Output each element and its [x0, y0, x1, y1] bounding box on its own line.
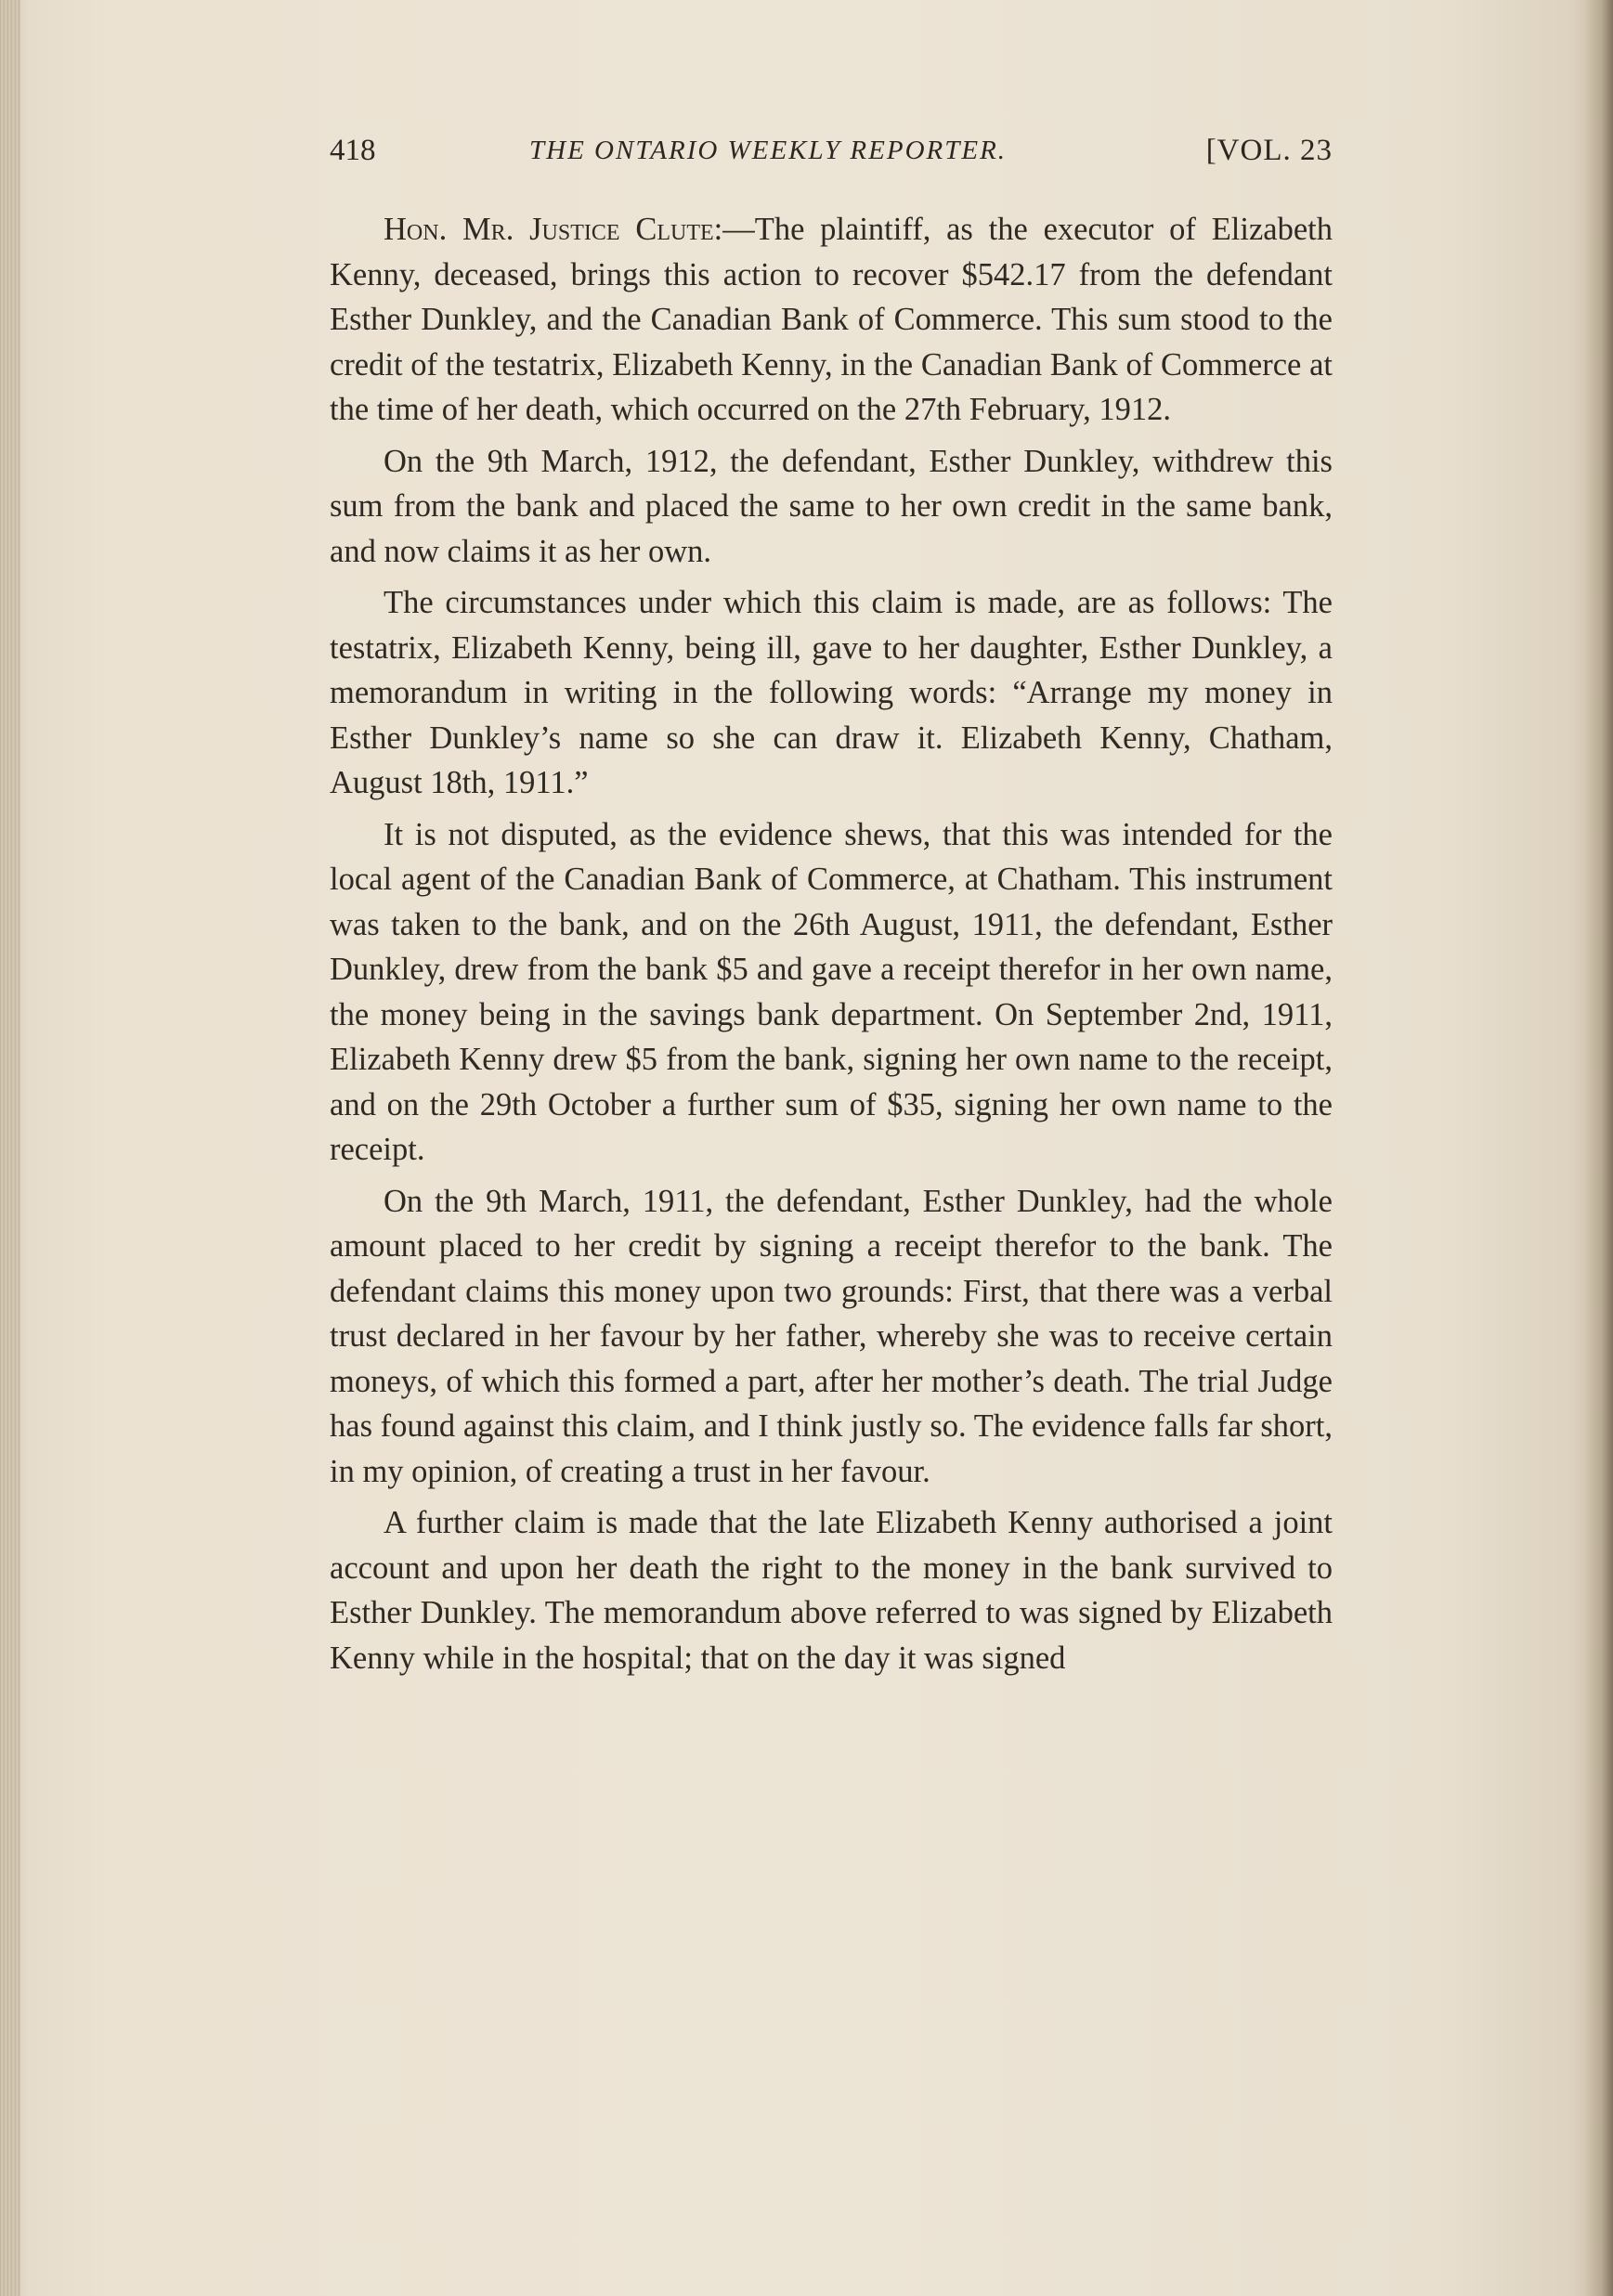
judgment-text — [330, 207, 1333, 1687]
book-binding-edge — [0, 0, 20, 2296]
paragraph-4: It is not disputed, as the evidence shews, that this was intended for the local agent of the Canadian Bank of Commerce, at Chatham. This instrument was taken to the bank, and on the 26th August, 1911, the defendant, Esther Dunkley, drew from the bank $5 and gave a receipt therefor in her own name, the money being in the savings bank department. On September 2nd, 1911, Elizabeth Kenny drew $5 from the bank, signing her own name to the receipt, and on the 29th October a further sum of $35, signing her own name to the receipt. — [330, 816, 1333, 1167]
paragraph-5: On the 9th March, 1911, the defendant, Esther Dunkley, had the whole amount placed to her credit by signing a receipt therefor to the bank. The defendant claims this money upon two grounds: First, that there was a verbal trust declared in her favour by her father, whereby she was to receive certain moneys, of which this formed a part, after her mother’s death. The trial Judge has found against this claim, and I think justly so. The evidence falls far short, in my opinion, of creating a trust in her favour. — [330, 1183, 1333, 1489]
paragraph-1-text: —The plaintiff, as the executor of Elizabeth Kenny, deceased, brings this action to recover $542.17 from the defendant Esther Dunkley, and the Canadian Bank of Commerce. This sum stood to the credit of the testatrix, Elizabeth Kenny, in the Canadian Bank of Commerce at the time of her death, which occurred on the 27th February, 1912. — [330, 212, 1333, 427]
page-number: 418 — [330, 134, 376, 167]
judge-name: Hon. Mr. Justice Clute: — [384, 212, 723, 247]
volume-label: [VOL. 23 — [1205, 134, 1333, 167]
page-right-edge-shadow — [1583, 0, 1613, 2296]
paragraph-3: The circumstances under which this claim is made, are as follows: The testatrix, Elizabeth Kenny, being ill, gave to her daughter, Esther Dunkley, a memorandum in writing in the following words: “Arrange my money in Esther Dunkley’s name so she can draw it. Elizabeth Kenny, Chatham, August 18th, 1911.” — [330, 585, 1333, 800]
running-title: THE ONTARIO WEEKLY REPORTER. — [529, 136, 1008, 165]
running-header — [330, 132, 1333, 178]
paragraph-1 — [330, 207, 1333, 433]
paragraph-2: On the 9th March, 1912, the defendant, Esther Dunkley, withdrew this sum from the bank and placed the same to her own credit in the same bank, and now claims it as her own. — [330, 443, 1333, 569]
paragraph-6: A further claim is made that the late Elizabeth Kenny authorised a joint account and upon her death the right to the money in the bank survived to Esther Dunkley. The memorandum above referred to was signed by Elizabeth Kenny while in the hospital; that on the day it was signed — [330, 1505, 1333, 1676]
